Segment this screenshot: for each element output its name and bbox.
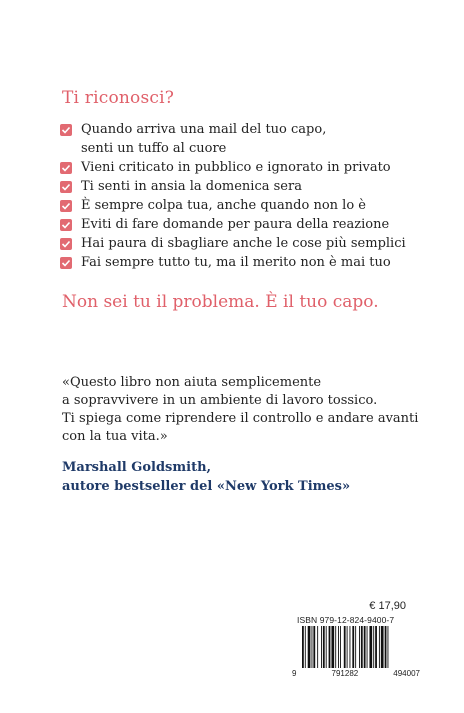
blurb-quote	[62, 374, 418, 446]
checklist-item	[60, 234, 406, 253]
barcode-digit-group: 494007	[393, 669, 420, 678]
checklist-item-text: Hai paura di sbagliare anche le cose più semplici	[81, 236, 406, 251]
quote-line: a sopravvivere in un ambiente di lavoro tossico.	[62, 393, 378, 408]
checklist-item	[60, 177, 406, 196]
quote-line: «Questo libro non aiuta semplicemente	[62, 375, 322, 390]
barcode-digit-group: 9	[292, 669, 297, 678]
quote-line: con la tua vita.»	[62, 429, 168, 444]
isbn-label: ISBN 979-12-824-9400-7	[297, 615, 395, 625]
checklist-item-text: Fai sempre tutto tu, ma il merito non è mai tuo	[81, 255, 391, 270]
checklist-item	[60, 158, 406, 177]
checkmark-icon	[60, 219, 72, 231]
barcode-digits	[292, 669, 420, 678]
price-label: € 17,90	[369, 600, 406, 612]
symptom-checklist	[60, 120, 406, 272]
checklist-item-text: Vieni criticato in pubblico e ignorato in privato	[81, 160, 391, 175]
checklist-item-text: Quando arriva una mail del tuo capo,	[81, 122, 327, 137]
checkmark-icon	[60, 200, 72, 212]
checklist-item-text: Ti senti in ansia la domenica sera	[81, 179, 302, 194]
checkmark-icon	[60, 238, 72, 250]
section-heading: Ti riconosci?	[62, 88, 175, 108]
quote-line: Ti spiega come riprendere il controllo e andare avanti	[62, 411, 419, 426]
checkmark-icon	[60, 257, 72, 269]
quote-attribution	[62, 458, 350, 496]
checklist-item-text: Eviti di fare domande per paura della reazione	[81, 217, 390, 232]
checklist-item	[60, 215, 406, 234]
tagline: Non sei tu il problema. È il tuo capo.	[62, 292, 379, 312]
checklist-item	[60, 120, 406, 139]
checkmark-icon	[60, 162, 72, 174]
checkmark-icon	[60, 124, 72, 136]
barcode-digit-group: 791282	[331, 669, 359, 678]
checklist-item-continuation	[60, 139, 406, 158]
checklist-item-text: È sempre colpa tua, anche quando non lo è	[81, 198, 366, 213]
checklist-item-text: senti un tuffo al cuore	[81, 141, 227, 156]
checklist-item	[60, 253, 406, 272]
checklist-item	[60, 196, 406, 215]
author-name: Marshall Goldsmith,	[62, 460, 212, 475]
checkmark-icon	[60, 181, 72, 193]
author-role: autore bestseller del «New York Times»	[62, 479, 351, 494]
barcode-image	[302, 626, 414, 668]
